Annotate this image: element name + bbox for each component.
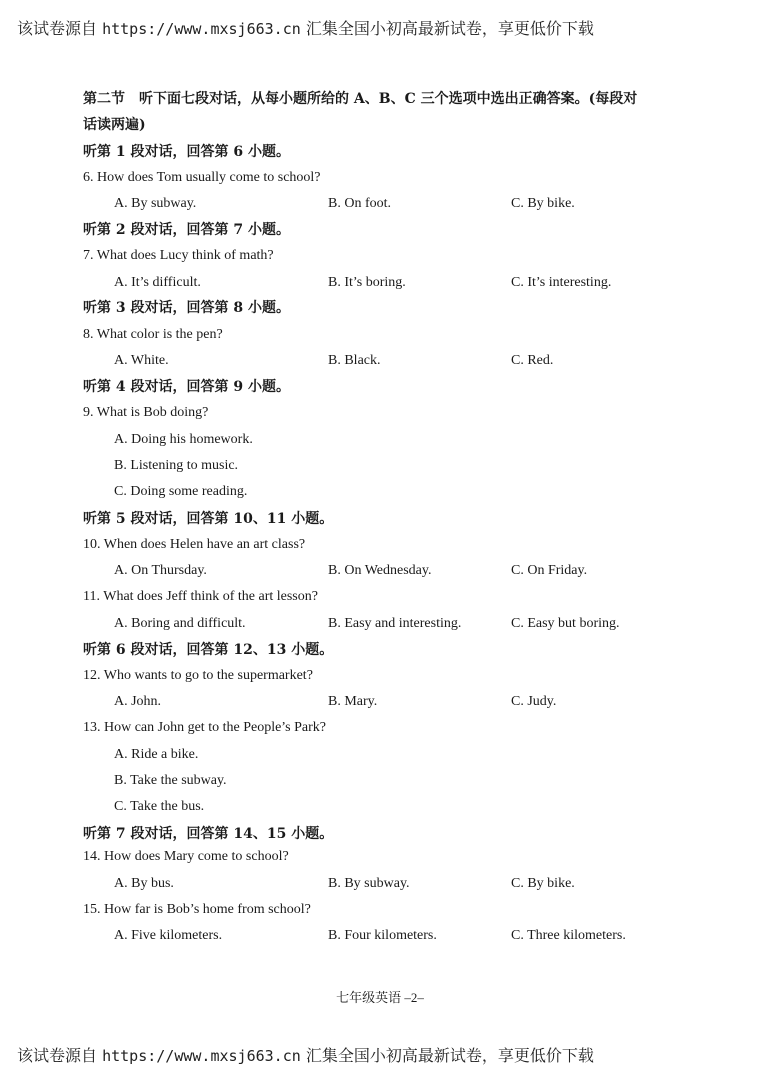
- option-b: B. On Wednesday.: [328, 563, 432, 578]
- question-text: 14. How does Mary come to school?: [83, 849, 289, 864]
- option-b: B. Easy and interesting.: [328, 616, 462, 631]
- section-heading-continued: 话读两遍): [83, 117, 146, 133]
- source-link[interactable]: https://www.mxsj663.cn: [102, 20, 301, 38]
- option-b: B. On foot.: [328, 196, 391, 211]
- option-c: C. It’s interesting.: [511, 275, 612, 290]
- dialog-intro: 听第 6 段对话，回答第 12、13 小题。: [83, 642, 334, 658]
- dialog-intro: 听第 4 段对话，回答第 9 小题。: [83, 379, 290, 395]
- option-c: C. Red.: [511, 353, 554, 368]
- source-banner-bottom: [17, 1043, 594, 1066]
- option-b: B. Black.: [328, 353, 381, 368]
- question-text: 13. How can John get to the People’s Park?: [83, 720, 327, 735]
- option-c: C. Take the bus.: [114, 799, 205, 814]
- question-text: 10. When does Helen have an art class?: [83, 537, 306, 552]
- option-b: B. Take the subway.: [114, 773, 227, 788]
- source-link[interactable]: https://www.mxsj663.cn: [102, 1047, 301, 1065]
- option-a: A. Five kilometers.: [114, 928, 223, 943]
- banner-prefix: 该试卷源自: [17, 19, 103, 38]
- banner-suffix: 汇集全国小初高最新试卷，享更低价下载: [300, 19, 594, 38]
- option-a: A. White.: [114, 353, 169, 368]
- question-text: 8. What color is the pen?: [83, 327, 223, 342]
- option-a: A. On Thursday.: [114, 563, 207, 578]
- option-c: C. Doing some reading.: [114, 484, 248, 499]
- question-text: 9. What is Bob doing?: [83, 405, 209, 420]
- banner-prefix: 该试卷源自: [17, 1046, 103, 1065]
- dialog-intro: 听第 2 段对话，回答第 7 小题。: [83, 222, 290, 238]
- option-c: C. Judy.: [511, 694, 557, 709]
- question-text: 6. How does Tom usually come to school?: [83, 170, 321, 185]
- dialog-intro: 听第 1 段对话，回答第 6 小题。: [83, 144, 290, 160]
- question-text: 15. How far is Bob’s home from school?: [83, 902, 311, 917]
- banner-suffix: 汇集全国小初高最新试卷，享更低价下载: [300, 1046, 594, 1065]
- option-b: B. Mary.: [328, 694, 378, 709]
- dialog-intro: 听第 7 段对话，回答第 14、15 小题。: [83, 826, 334, 842]
- option-a: A. John.: [114, 694, 162, 709]
- option-c: C. By bike.: [511, 196, 575, 211]
- option-a: A. Doing his homework.: [114, 432, 253, 447]
- question-text: 7. What does Lucy think of math?: [83, 248, 274, 263]
- option-c: C. By bike.: [511, 876, 575, 891]
- dialog-intro: 听第 5 段对话，回答第 10、11 小题。: [83, 511, 334, 527]
- option-b: B. It’s boring.: [328, 275, 406, 290]
- option-b: B. Four kilometers.: [328, 928, 437, 943]
- option-c: C. Easy but boring.: [511, 616, 620, 631]
- option-a: A. Ride a bike.: [114, 747, 199, 762]
- option-a: A. Boring and difficult.: [114, 616, 246, 631]
- option-a: A. By subway.: [114, 196, 197, 211]
- option-c: C. Three kilometers.: [511, 928, 626, 943]
- option-c: C. On Friday.: [511, 563, 588, 578]
- option-b: B. By subway.: [328, 876, 410, 891]
- question-text: 11. What does Jeff think of the art lesson?: [83, 589, 318, 604]
- option-a: A. By bus.: [114, 876, 174, 891]
- source-banner-top: [17, 16, 594, 39]
- option-a: A. It’s difficult.: [114, 275, 201, 290]
- option-b: B. Listening to music.: [114, 458, 239, 473]
- question-text: 12. Who wants to go to the supermarket?: [83, 668, 313, 683]
- dialog-intro: 听第 3 段对话，回答第 8 小题。: [83, 300, 290, 316]
- section-heading: 第二节 听下面七段对话，从每小题所给的 A、B、C 三个选项中选出正确答案。(每段对: [83, 91, 638, 107]
- page-footer: 七年级英语 –2–: [336, 990, 424, 1005]
